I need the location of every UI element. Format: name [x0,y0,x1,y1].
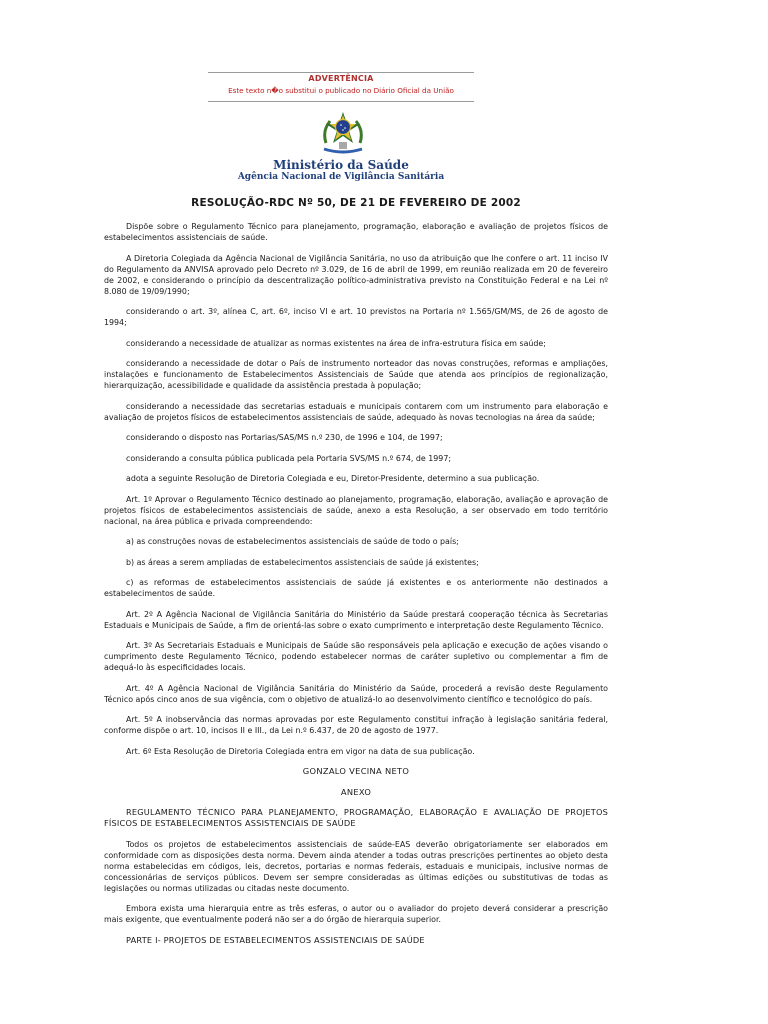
paragraph: adota a seguinte Resolução de Diretoria Colegiada e eu, Diretor-Presidente, determino a sua publicação. [126,474,540,483]
paragraph: Art. 3º As Secretariais Estaduais e Municipais de Saúde são responsáveis pela aplicação e execução de ações visando o cumprimento deste Regulamento Técnico, podendo estabelecer normas de caráter supletivo ou complementar a fim de adequá-lo às especificidades locais. [104,641,608,672]
notice-top-rule [208,72,474,73]
paragraph: c) as reformas de estabelecimentos assistenciais de saúde já existentes e os anteriormente não destinados a estabelecimentos de saúde. [104,578,608,598]
paragraph: considerando a necessidade das secretarias estaduais e municipais contarem com um instrumento para elaboração e avaliação de projetos físicos de estabelecimentos assistenciais de saúde, adequado às novas tecnologias na área da saúde; [104,401,608,422]
paragraph: Art. 6º Esta Resolução de Diretoria Colegiada entra em vigor na data de sua publicação. [126,746,475,756]
resolution-title: RESOLUÇÃO-RDC Nº 50, DE 21 DE FEVEREIRO DE 2002 [191,197,521,209]
paragraph: Todos os projetos de estabelecimentos assistenciais de saúde-EAS deverão obrigatoriamente ser elaborados em conformidade com as disposições desta norma. Devem ainda atender a todas outras prescrições pertinentes ao objeto desta norma estabelecidas em códigos, leis, decretos, portarias e normas federais, estaduais e municipais, inclusive normas de concessionárias de serviços públicos. Devem ser sempre consideradas as últimas edições ou substitutivas de todas as legislações ou normas utilizadas ou citadas neste documento. [104,839,608,893]
paragraph: Art. 4º A Agência Nacional de Vigilância Sanitária do Ministério da Saúde, procederá a revisão deste Regulamento Técnico após cinco anos de sua vigência, com o objetivo de atualizá-lo ao desenvolvimento científico e tecnológico do país. [104,683,608,704]
paragraph: considerando o disposto nas Portarias/SAS/MS n.º 230, de 1996 e 104, de 1997; [126,433,443,442]
paragraph: Dispõe sobre o Regulamento Técnico para planejamento, programação, elaboração e avaliação de projetos físicos de estabelecimentos assistenciais de saúde. [104,222,608,242]
paragraph: considerando a necessidade de dotar o País de instrumento norteador das novas construções, reformas e ampliações, instalações e funcionamento de Estabelecimentos Assistenciais de Saúde que atenda aos princípios de regionalização, hierarquização, acessibilidade e qualidade da assistência prestada à população; [104,359,608,390]
paragraph: considerando a consulta pública publicada pela Portaria SVS/MS n.º 674, de 1997; [126,453,452,463]
part-heading: PARTE I- PROJETOS DE ESTABELECIMENTOS ASSISTENCIAIS DE SAÚDE [126,934,425,945]
advertencia-title: ADVERTÊNCIA [308,74,374,83]
paragraph: b) as áreas a serem ampliadas de estabelecimentos assistenciais de saúde já existentes; [126,557,479,567]
agency-name: Agência Nacional de Vigilância Sanitária [237,172,445,182]
paragraph: Art. 2º A Agência Nacional de Vigilância Sanitária do Ministério da Saúde prestará cooperação técnica às Secretarias Estaduais e Municipais de Saúde, a fim de orientá-las sobre o exato cumprimento e interpretação deste Regulamento Técnico. [104,609,608,630]
signature: GONZALO VECINA NETO [302,766,410,776]
paragraph: a) as construções novas de estabelecimentos assistenciais de saúde de todo o país; [126,537,459,546]
ministry-name: Ministério da Saúde [273,158,409,172]
document-body [104,221,608,955]
paragraph: Embora exista uma hierarquia entre as três esferas, o autor ou o avaliador do projeto deverá considerar a prescrição mais exigente, que eventualmente poderá não ser a do órgão de hierarquia superior. [104,904,608,924]
advertencia-text: Este texto n�o substitui o publicado no Diário Oficial da União [228,86,454,95]
anexo-heading: ANEXO [340,786,372,797]
paragraph: Art. 5º A inobservância das normas aprovadas por este Regulamento constitui infração à legislação sanitária federal, conforme dispõe o art. 10, incisos II e III., da Lei n.º 6.437, de 20 de agosto de 1977. [104,715,608,735]
paragraph: considerando a necessidade de atualizar as normas existentes na área de infra-estrutura física em saúde; [126,338,546,348]
paragraph: considerando o art. 3º, alínea C, art. 6º, inciso VI e art. 10 previstos na Portaria nº 1.565/GM/MS, de 26 de agosto de 1994; [104,307,608,327]
paragraph: A Diretoria Colegiada da Agência Nacional de Vigilância Sanitária, no uso da atribuição que lhe confere o art. 11 inciso IV do Regulamento da ANVISA aprovado pelo Decreto nº 3.029, de 16 de abril de 1999, em reunião realizada em 20 de fevereiro de 2002, e considerando o princípio da descentralização político-administrativa previsto na Constituição Federal e na Lei nº 8.080 de 19/09/1990; [104,253,608,296]
brazil-coat-of-arms-icon [316,109,370,157]
anexo-title: REGULAMENTO TÉCNICO PARA PLANEJAMENTO, PROGRAMAÇÃO, ELABORAÇÃO E AVALIAÇÃO DE PROJETOS FÍSICOS DE ESTABELECIMENTOS ASSISTENCIAIS DE SAÚDE [104,807,608,828]
notice-bottom-rule [208,101,474,102]
paragraph: Art. 1º Aprovar o Regulamento Técnico destinado ao planejamento, programação, elaboração, avaliação e aprovação de projetos físicos de estabelecimentos assistenciais de saúde, anexo a esta Resolução, a ser observado em todo território nacional, na área pública e privada compreendendo: [104,494,608,526]
